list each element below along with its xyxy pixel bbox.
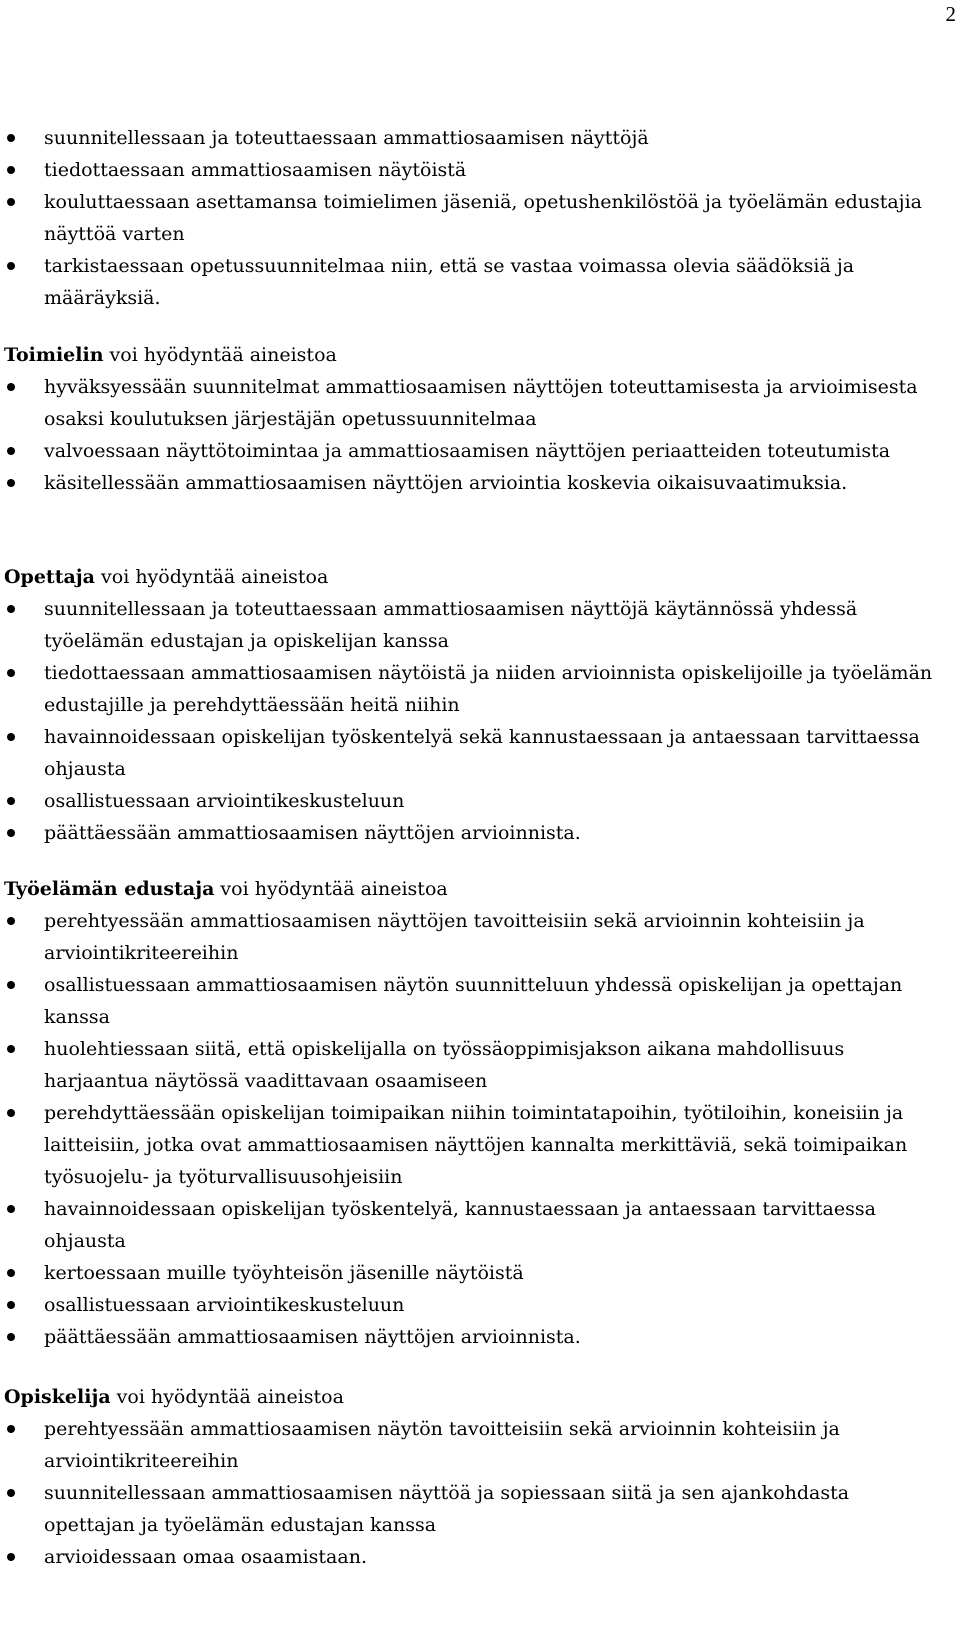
bullet-list [4,371,944,499]
bullet-list [4,593,944,849]
list-item: perehtyessään ammattiosaamisen näytön tavoitteisiin sekä arvioinnin kohteisiin ja arviointikriteereihin [4,1413,934,1477]
bullet-icon [7,1333,15,1341]
list-item: valvoessaan näyttötoimintaa ja ammattiosaamisen näyttöjen periaatteiden toteutumista [4,435,934,467]
heading-intro: voi hyödyntää aineistoa [110,1386,344,1408]
bullet-icon [7,383,15,391]
bullet-icon [7,829,15,837]
bullet-icon [7,733,15,741]
bullet-icon [7,262,15,270]
bullet-icon [7,797,15,805]
bullet-list [4,122,944,314]
actor-name: Toimielin [4,344,104,366]
bullet-list [4,905,944,1353]
list-item: hyväksyessään suunnitelmat ammattiosaamisen näyttöjen toteuttamisesta ja arvioimisesta osaksi koulutuksen järjestäjän opetussuunnitelmaa [4,371,934,435]
list-item: tiedottaessaan ammattiosaamisen näytöistä ja niiden arvioinnista opiskelijoille ja työelämän edustajille ja perehdyttäessään heitä niihin [4,657,934,721]
section-opettaja [4,561,944,849]
list-item: käsitellessään ammattiosaamisen näyttöjen arviointia koskevia oikaisuvaatimuksia. [4,467,934,499]
bullet-icon [7,198,15,206]
bullet-icon [7,447,15,455]
section-heading [4,561,944,593]
bullet-icon [7,917,15,925]
list-item: kouluttaessaan asettamansa toimielimen jäseniä, opetushenkilöstöä ja työelämän edustajia näyttöä varten [4,186,934,250]
list-item: päättäessään ammattiosaamisen näyttöjen arvioinnista. [4,1321,934,1353]
list-item: havainnoidessaan opiskelijan työskentelyä sekä kannustaessaan ja antaessaan tarvittaessa ohjausta [4,721,934,785]
list-item: perehdyttäessään opiskelijan toimipaikan niihin toimintatapoihin, työtiloihin, koneisiin ja laitteisiin, jotka ovat ammattiosaamisen näyttöjen kannalta merkittäviä, sekä toimipaikan työsuojelu- ja työturvallisuusohjeisiin [4,1097,934,1193]
heading-intro: voi hyödyntää aineistoa [103,344,337,366]
list-item: suunnitellessaan ja toteuttaessaan ammattiosaamisen näyttöjä [4,122,934,154]
bullet-icon [7,479,15,487]
list-item: suunnitellessaan ja toteuttaessaan ammattiosaamisen näyttöjä käytännössä yhdessä työelämän edustajan ja opiskelijan kanssa [4,593,934,657]
actor-name: Opettaja [4,566,95,588]
list-item: huolehtiessaan siitä, että opiskelijalla on työssäoppimisjakson aikana mahdollisuus harjaantua näytössä vaadittavaan osaamiseen [4,1033,934,1097]
bullet-list [4,1413,944,1573]
list-item: tarkistaessaan opetussuunnitelmaa niin, että se vastaa voimassa olevia säädöksiä ja määräyksiä. [4,250,934,314]
bullet-icon [7,1205,15,1213]
list-item: osallistuessaan arviointikeskusteluun [4,785,934,817]
list-item: osallistuessaan ammattiosaamisen näytön suunnitteluun yhdessä opiskelijan ja opettajan kanssa [4,969,934,1033]
page-number: 2 [945,2,956,26]
section-tyoelaman-edustaja [4,873,944,1353]
heading-intro: voi hyödyntää aineistoa [94,566,329,588]
section-opiskelija [4,1381,944,1573]
section-heading [4,339,944,371]
section-heading [4,1381,944,1413]
list-item: tiedottaessaan ammattiosaamisen näytöistä [4,154,934,186]
bullet-icon [7,1425,15,1433]
bullet-icon [7,1553,15,1561]
bullet-icon [7,166,15,174]
list-item: kertoessaan muille työyhteisön jäsenille näytöistä [4,1257,934,1289]
bullet-icon [7,669,15,677]
list-item: arvioidessaan omaa osaamistaan. [4,1541,934,1573]
bullet-icon [7,134,15,142]
section-toimielin [4,339,944,499]
list-item: havainnoidessaan opiskelijan työskentelyä, kannustaessaan ja antaessaan tarvittaessa ohjausta [4,1193,934,1257]
actor-name: Opiskelija [4,1386,111,1408]
bullet-icon [7,1489,15,1497]
list-item: päättäessään ammattiosaamisen näyttöjen arvioinnista. [4,817,934,849]
bullet-icon [7,1301,15,1309]
section-organizer-continuation [4,122,944,314]
section-heading [4,873,944,905]
list-item: suunnitellessaan ammattiosaamisen näyttöä ja sopiessaan siitä ja sen ajankohdasta opettajan ja työelämän edustajan kanssa [4,1477,934,1541]
bullet-icon [7,605,15,613]
heading-intro: voi hyödyntää aineistoa [214,878,448,900]
list-item: perehtyessään ammattiosaamisen näyttöjen tavoitteisiin sekä arvioinnin kohteisiin ja arviointikriteereihin [4,905,934,969]
bullet-icon [7,1269,15,1277]
bullet-icon [7,981,15,989]
actor-name: Työelämän edustaja [4,878,215,900]
bullet-icon [7,1045,15,1053]
list-item: osallistuessaan arviointikeskusteluun [4,1289,934,1321]
bullet-icon [7,1109,15,1117]
